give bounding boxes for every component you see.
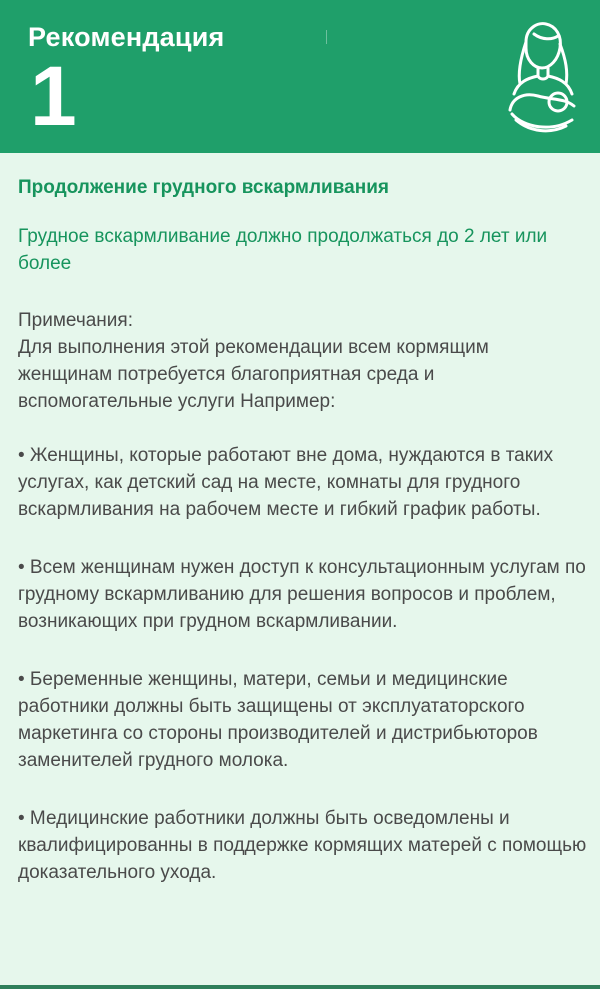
recommendation-title: Продолжение грудного вскармливания (18, 177, 389, 198)
notes-intro: Для выполнения этой рекомендации всем кормящим женщинам потребуется благоприятная среда и вспомогательные услуги Например: (18, 337, 489, 412)
recommendation-header (0, 0, 600, 153)
recommendation-kicker: Рекомендация (28, 22, 225, 52)
note-bullet: • Всем женщинам нужен доступ к консультационным услугам по грудному вскармливанию для решения вопросов и проблем, возникающих при грудном вскармливании. (18, 557, 586, 632)
note-bullet: • Беременные женщины, матери, семьи и медицинские работники должны быть защищены от эксплуататорского маркетинга со стороны производителей и дистрибьюторов заменителей грудного молока. (18, 669, 538, 771)
breastfeeding-mother-icon (500, 14, 584, 136)
notes-label: Примечания: (18, 310, 133, 331)
recommendation-lead: Грудное вскармливание должно продолжаться до 2 лет или более (18, 226, 548, 274)
header-divider (326, 30, 327, 44)
note-bullet: • Женщины, которые работают вне дома, нуждаются в таких услугах, как детский сад на месте, комнаты для грудного вскармливания на рабочем месте и гибкий график работы. (18, 445, 554, 520)
note-bullet: • Медицинские работники должны быть осведомлены и квалифицированны в поддержке кормящих матерей с помощью доказательного ухода. (18, 808, 587, 883)
bottom-border (0, 985, 600, 989)
recommendation-body (18, 175, 588, 917)
recommendation-number: 1 (30, 49, 77, 143)
